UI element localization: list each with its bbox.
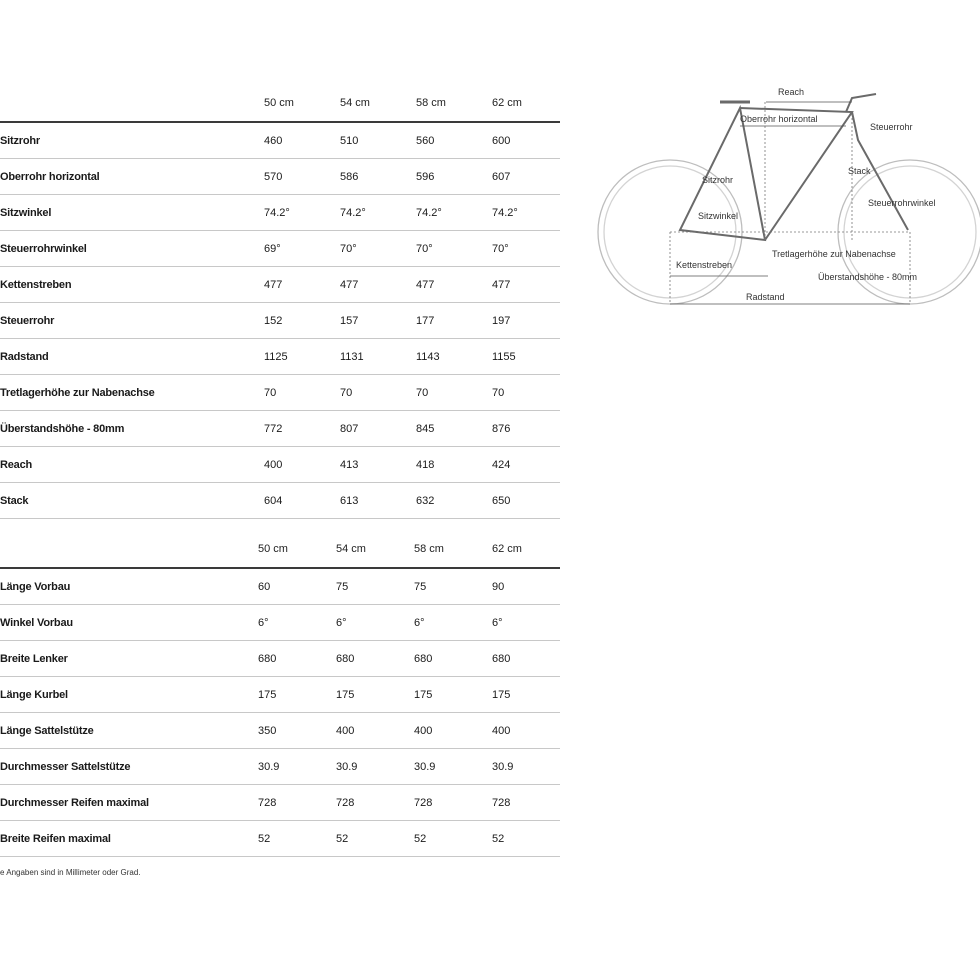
table-row — [0, 569, 560, 605]
row-label: Steuerrohr — [0, 315, 55, 327]
cell-value: 74.2° — [340, 207, 366, 219]
cell-value: 510 — [340, 135, 359, 147]
table-row — [0, 713, 560, 749]
cell-value: 728 — [258, 797, 277, 809]
cell-value: 772 — [264, 423, 283, 435]
cell-value: 680 — [258, 653, 277, 665]
cell-value: 845 — [416, 423, 435, 435]
label-stack: Stack — [848, 166, 871, 176]
cell-value: 600 — [492, 135, 511, 147]
cell-value: 728 — [414, 797, 433, 809]
geometry-table-header — [0, 97, 560, 119]
label-steuerrohrwinkel: Steuerrohrwinkel — [868, 198, 936, 208]
cell-value: 680 — [336, 653, 355, 665]
row-label: Durchmesser Sattelstütze — [0, 761, 131, 773]
cell-value: 175 — [414, 689, 433, 701]
cell-value: 6° — [336, 617, 347, 629]
geometry-table-body — [0, 123, 560, 519]
cell-value: 74.2° — [264, 207, 290, 219]
cell-value: 613 — [340, 495, 359, 507]
row-label: Überstandshöhe - 80mm — [0, 423, 125, 435]
cell-value: 460 — [264, 135, 283, 147]
table-row — [0, 821, 560, 857]
column-header: 62 cm — [492, 97, 522, 109]
components-table-header — [0, 543, 560, 565]
row-label: Winkel Vorbau — [0, 617, 73, 629]
cell-value: 90 — [492, 581, 505, 593]
row-label: Reach — [0, 459, 33, 471]
row-label: Stack — [0, 495, 29, 507]
table-row — [0, 123, 560, 159]
cell-value: 52 — [258, 833, 271, 845]
table-row — [0, 231, 560, 267]
table-row — [0, 159, 560, 195]
table-row — [0, 339, 560, 375]
column-header: 58 cm — [414, 543, 444, 555]
label-sitzrohr: Sitzrohr — [702, 175, 734, 185]
cell-value: 400 — [492, 725, 511, 737]
cell-value: 570 — [264, 171, 283, 183]
cell-value: 477 — [416, 279, 435, 291]
column-header: 62 cm — [492, 543, 522, 555]
cell-value: 74.2° — [416, 207, 442, 219]
cell-value: 596 — [416, 171, 435, 183]
row-label: Oberrohr horizontal — [0, 171, 100, 183]
table-row — [0, 303, 560, 339]
cell-value: 6° — [258, 617, 269, 629]
cell-value: 175 — [492, 689, 511, 701]
table-row — [0, 749, 560, 785]
cell-value: 560 — [416, 135, 435, 147]
cell-value: 418 — [416, 459, 435, 471]
components-table — [0, 543, 560, 845]
column-header: 54 cm — [336, 543, 366, 555]
bike-geometry-diagram — [590, 80, 980, 320]
row-label: Breite Reifen maximal — [0, 833, 111, 845]
label-oberrohr: Oberrohr horizontal — [740, 114, 818, 124]
footnote: e Angaben sind in Millimeter oder Grad. — [0, 868, 141, 877]
cell-value: 1125 — [264, 351, 288, 363]
cell-value: 632 — [416, 495, 435, 507]
cell-value: 30.9 — [336, 761, 358, 773]
label-reach: Reach — [778, 87, 805, 97]
table-row — [0, 483, 560, 519]
cell-value: 400 — [414, 725, 433, 737]
column-header: 54 cm — [340, 97, 370, 109]
table-row — [0, 677, 560, 713]
label-tretlager: Tretlagerhöhe zur Nabenachse — [772, 249, 896, 259]
components-table-body — [0, 569, 560, 857]
cell-value: 70 — [416, 387, 429, 399]
cell-value: 157 — [340, 315, 359, 327]
cell-value: 70° — [492, 243, 509, 255]
row-label: Länge Sattelstütze — [0, 725, 94, 737]
geometry-table — [0, 97, 560, 507]
row-label: Durchmesser Reifen maximal — [0, 797, 149, 809]
cell-value: 75 — [336, 581, 349, 593]
cell-value: 60 — [258, 581, 271, 593]
row-label: Tretlagerhöhe zur Nabenachse — [0, 387, 155, 399]
label-steuerrohr: Steuerrohr — [870, 122, 913, 132]
cell-value: 6° — [414, 617, 425, 629]
cell-value: 424 — [492, 459, 511, 471]
label-radstand: Radstand — [746, 292, 785, 302]
cell-value: 413 — [340, 459, 359, 471]
row-label: Länge Kurbel — [0, 689, 68, 701]
cell-value: 1143 — [416, 351, 440, 363]
row-label: Kettenstreben — [0, 279, 72, 291]
cell-value: 70 — [264, 387, 277, 399]
row-label: Sitzrohr — [0, 135, 40, 147]
cell-value: 604 — [264, 495, 283, 507]
row-label: Radstand — [0, 351, 49, 363]
cell-value: 175 — [258, 689, 277, 701]
cell-value: 52 — [336, 833, 349, 845]
label-ueberstand: Überstandshöhe - 80mm — [818, 272, 918, 282]
table-row — [0, 641, 560, 677]
cell-value: 1131 — [340, 351, 364, 363]
table-row — [0, 411, 560, 447]
cell-value: 69° — [264, 243, 281, 255]
table-row — [0, 605, 560, 641]
cell-value: 400 — [264, 459, 283, 471]
table-row — [0, 195, 560, 231]
cell-value: 70 — [340, 387, 353, 399]
cell-value: 728 — [336, 797, 355, 809]
cell-value: 650 — [492, 495, 511, 507]
cell-value: 6° — [492, 617, 503, 629]
cell-value: 70 — [492, 387, 505, 399]
cell-value: 680 — [492, 653, 511, 665]
cell-value: 30.9 — [258, 761, 280, 773]
label-sitzwinkel: Sitzwinkel — [698, 211, 739, 221]
cell-value: 607 — [492, 171, 511, 183]
cell-value: 70° — [416, 243, 433, 255]
column-header: 50 cm — [264, 97, 294, 109]
cell-value: 807 — [340, 423, 359, 435]
cell-value: 75 — [414, 581, 427, 593]
cell-value: 400 — [336, 725, 355, 737]
cell-value: 70° — [340, 243, 357, 255]
cell-value: 177 — [416, 315, 435, 327]
cell-value: 350 — [258, 725, 277, 737]
cell-value: 477 — [492, 279, 511, 291]
row-label: Länge Vorbau — [0, 581, 71, 593]
cell-value: 30.9 — [414, 761, 436, 773]
cell-value: 30.9 — [492, 761, 514, 773]
cell-value: 52 — [492, 833, 505, 845]
cell-value: 74.2° — [492, 207, 518, 219]
row-label: Breite Lenker — [0, 653, 68, 665]
cell-value: 52 — [414, 833, 427, 845]
cell-value: 1155 — [492, 351, 516, 363]
cell-value: 728 — [492, 797, 511, 809]
table-row — [0, 447, 560, 483]
stem — [846, 94, 876, 112]
label-kettenstreben: Kettenstreben — [676, 260, 733, 270]
table-row — [0, 375, 560, 411]
cell-value: 477 — [264, 279, 283, 291]
front-triangle — [740, 108, 852, 240]
table-row — [0, 785, 560, 821]
cell-value: 175 — [336, 689, 355, 701]
column-header: 50 cm — [258, 543, 288, 555]
table-row — [0, 267, 560, 303]
cell-value: 152 — [264, 315, 283, 327]
cell-value: 876 — [492, 423, 511, 435]
row-label: Sitzwinkel — [0, 207, 52, 219]
cell-value: 477 — [340, 279, 359, 291]
column-header: 58 cm — [416, 97, 446, 109]
cell-value: 586 — [340, 171, 359, 183]
cell-value: 197 — [492, 315, 511, 327]
row-label: Steuerrohrwinkel — [0, 243, 87, 255]
cell-value: 680 — [414, 653, 433, 665]
